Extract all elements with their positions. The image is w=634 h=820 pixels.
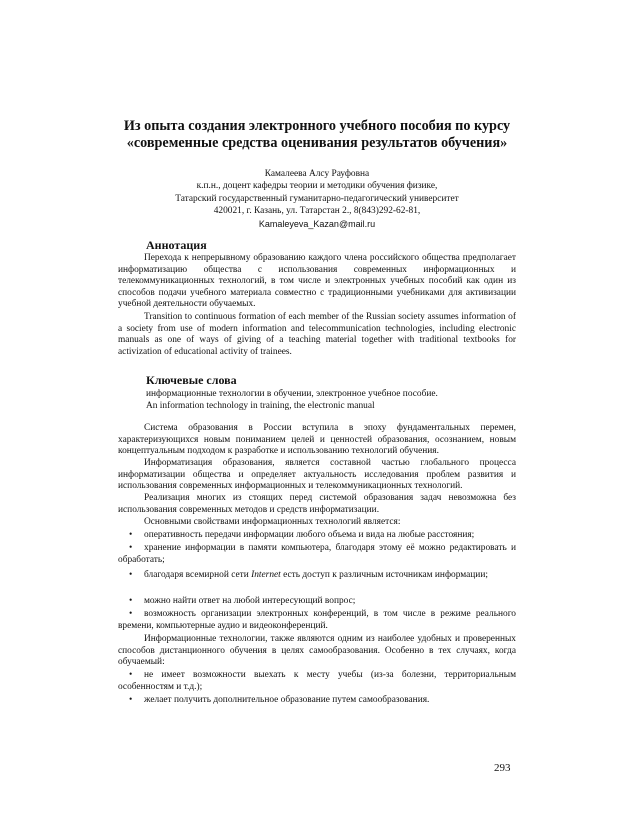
author-block xyxy=(110,168,524,230)
annotation-ru: Перехода к непрерывному образованию каждого члена российского общества предполагает информатизацию общества с использования современных информационных и телекоммуникационных технологий, в том числе и электронных учебных пособий как один из способов подачи учебного материала совместно с традиционными учебниками для активизации учебной деятельности обучаемых. xyxy=(118,253,516,309)
bullet-icon: • xyxy=(129,695,133,705)
bullet-item: • можно найти ответ на любой интересующий вопрос; xyxy=(118,596,516,608)
bullet-item: • не имеет возможности выехать к месту учебы (из-за болезни, территориальным особенностям и т.д.); xyxy=(118,670,516,692)
body-paragraph: Информационные технологии, также являются одним из наиболее удобных и проверенных способов дистанционного обучения в целях самообразования. Особенно в тех случаях, когда обучаемый: xyxy=(118,634,516,667)
bullet-icon: • xyxy=(129,570,133,580)
title-line-2: «современные средства оценивания результатов обучения» xyxy=(126,135,508,151)
body-paragraph: Реализация многих из стоящих перед системой образования задач невозможна без использования современных методов и средств информатизации. xyxy=(118,493,516,515)
bullet-icon: • xyxy=(129,609,133,619)
author-university: Татарский государственный гуманитарно-педагогический университет xyxy=(175,193,459,204)
bullet-icon: • xyxy=(129,530,133,540)
internet-term: Internet xyxy=(251,570,281,580)
author-email: Kamaleyeva_Kazan@mail.ru xyxy=(258,218,376,229)
bullet-item: • возможность организации электронных конференций, в том числе в режиме реального времени, компьютерные аудио и видеоконференций. xyxy=(118,609,516,631)
bullet-item: • хранение информации в памяти компьютера, благодаря этому её можно редактировать и обработать; xyxy=(118,543,516,565)
author-address: 420021, г. Казань, ул. Татарстан 2., 8(843)292-62-81, xyxy=(213,206,421,217)
bullet-icon: • xyxy=(129,670,133,680)
annotation-en: Transition to continuous formation of each member of the Russian society assumes information of a society from use of modern information and telecommunication technologies, including electronic manuals as one of ways of giving of a teaching material together with traditional textbooks for activization of educational activity of trainees. xyxy=(118,312,516,357)
bullet-icon: • xyxy=(129,543,133,553)
article-title xyxy=(110,118,524,152)
annotation-heading: Аннотация xyxy=(146,238,207,252)
body-paragraph: Основными свойствами информационных технологий является: xyxy=(144,517,401,527)
bullet-item: • благодаря всемирной сети Internet есть доступ к различным источникам информации; xyxy=(118,570,516,582)
body-paragraph: Информатизация образования, является составной частью глобального процесса информатизации общества и определяет актуальность исследования проблем развития и использования современных информационных и телекоммуникационных технологий. xyxy=(118,458,516,491)
keywords-en: An information technology in training, the electronic manual xyxy=(146,401,375,411)
bullet-icon: • xyxy=(129,596,133,606)
bullet-item: • оперативность передачи информации любого объема и вида на любые расстояния; xyxy=(118,530,516,542)
title-line-1: Из опыта создания электронного учебного пособия по курсу xyxy=(123,118,511,134)
bullet-item: • желает получить дополнительное образование путем самообразования. xyxy=(118,695,516,707)
author-name: Камалеева Алсу Рауфовна xyxy=(264,169,370,179)
body-paragraph: Система образования в России вступила в эпоху фундаментальных перемен, характеризующихся новым пониманием целей и ценностей образования, осознанием, новым концептуальным подходом к разработке и использованию технологий обучения. xyxy=(118,423,516,456)
page-number: 293 xyxy=(494,762,511,774)
author-position: к.п.н., доцент кафедры теории и методики обучения физике, xyxy=(196,181,438,192)
keywords-ru: информационные технологии в обучении, электронное учебное пособие. xyxy=(146,389,438,399)
keywords-heading: Ключевые слова xyxy=(146,373,237,387)
